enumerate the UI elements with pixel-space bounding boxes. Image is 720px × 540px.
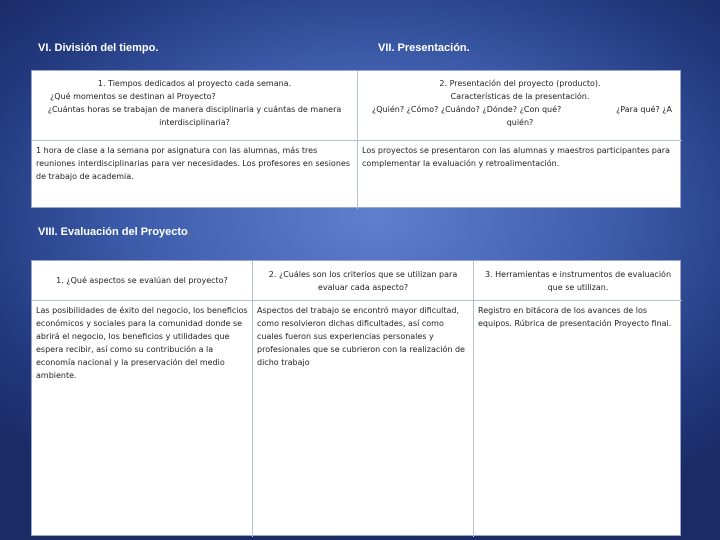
section6-header-line: ¿Cuántas horas se trabajan de manera disciplinaria y cuántas de manera <box>47 105 342 114</box>
section7-header-cell <box>358 71 682 141</box>
section6-header-cell <box>32 71 358 141</box>
section6-header-line: ¿Qué momentos se destinan al Proyecto? <box>50 92 216 101</box>
section8-title-dot: . <box>187 226 191 238</box>
section6-content-cell: 1 hora de clase a la semana por asignatura con las alumnas, más tres reuniones interdisciplinarias para ver necesidades. Los profesores en sesiones de trabajo de academia. <box>32 141 358 209</box>
section7-title: VII. Presentación. <box>378 42 470 54</box>
section7-questions-right: ¿Para qué? ¿A <box>616 105 672 114</box>
evaluation-content-tools: Registro en bitácora de los avances de los equipos. Rúbrica de presentación Proyecto final. <box>478 306 672 328</box>
evaluation-content-aspects: Las posibilidades de éxito del negocio, los beneficios económicos y sociales para la comunidad donde se abrirá el negocio, los beneficios y utilidades que espera recibir, así como su contribución a la economía nacional y la preservación del medio ambiente. <box>32 301 253 537</box>
section8-title-text: VIII. Evaluación del Proyecto <box>38 226 188 238</box>
section6-title: VI. División del tiempo. <box>38 42 159 54</box>
evaluation-content-criteria: Aspectos del trabajo se encontró mayor dificultad, como resolvieron dichas dificultades, así como cuales fueron sus experiencias personales y profesionales que se cubrieron con la realización de dicho trabajo <box>253 301 474 537</box>
evaluation-header-criteria: 2. ¿Cuáles son los criterios que se utilizan para evaluar cada aspecto? <box>253 261 474 301</box>
section7-questions-row <box>362 103 678 116</box>
evaluation-table <box>31 260 681 536</box>
section7-header-line: 2. Presentación del proyecto (producto). <box>439 79 601 88</box>
section7-questions-last: quién? <box>506 118 534 127</box>
section7-header-line: Características de la presentación. <box>450 92 590 101</box>
time-presentation-table <box>31 70 681 208</box>
evaluation-header-tools: 3. Herramientas e instrumentos de evaluación que se utilizan. <box>474 261 682 301</box>
section7-content-cell: Los proyectos se presentaron con las alumnas y maestros participantes para complementar la evaluación y retroalimentación. <box>362 146 670 168</box>
section8-title <box>38 226 191 238</box>
section6-header-line: 1. Tiempos dedicados al proyecto cada semana. <box>97 79 292 88</box>
evaluation-header-aspects: 1. ¿Qué aspectos se evalúan del proyecto? <box>32 261 253 301</box>
section7-questions-left: ¿Quién? ¿Cómo? ¿Cuándo? ¿Dónde? ¿Con qué? <box>372 105 562 114</box>
section6-header-line: interdisciplinaria? <box>159 118 230 127</box>
